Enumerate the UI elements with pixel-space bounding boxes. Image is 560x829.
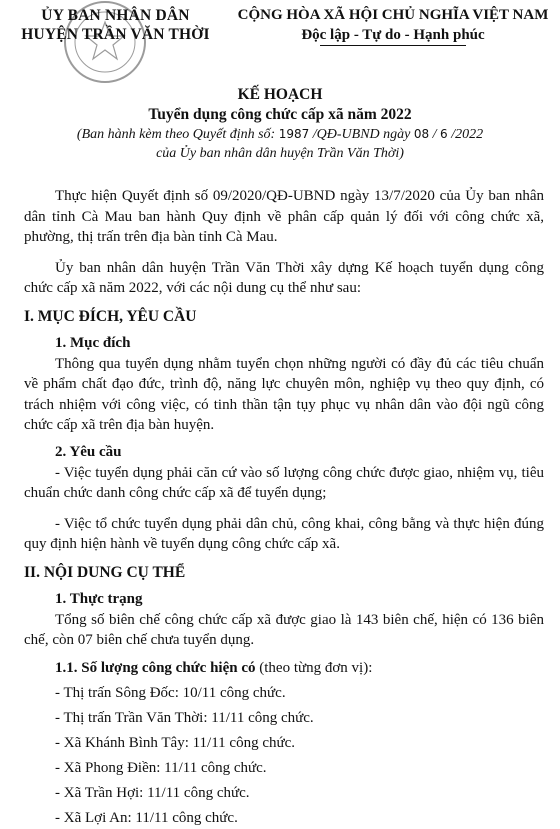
section-2-1-heading: 1. Thực trạng <box>55 590 143 607</box>
section-1-heading: I. MỤC ĐÍCH, YÊU CẦU <box>24 307 197 325</box>
subsection-rest: (theo từng đơn vị): <box>255 659 373 676</box>
motto-underline <box>320 45 466 46</box>
section-1-1-text: Thông qua tuyển dụng nhằm tuyển chọn những người có đầy đủ các tiêu chuẩn về phẩm chất đạo đức, trình độ, năng lực chuyên môn, nghiệp vụ theo quy định, có trách nhiệm với công việc, có tinh thần tận tụy phục vụ nhân dân vào đội ngũ công chức cấp xã trên địa bàn huyện. <box>24 355 544 433</box>
section-2-1-text: Tổng số biên chế công chức cấp xã được giao là 143 biên chế, hiện có 136 biên chế, còn 07 biên chế chưa tuyển dụng. <box>24 611 544 648</box>
issuing-agency <box>8 6 223 44</box>
list-item: - Xã Khánh Bình Tây: 11/11 công chức. <box>55 734 296 751</box>
document-body <box>24 186 544 829</box>
section-2-1-1-heading <box>55 658 544 679</box>
list-item: - Xã Lợi An: 11/11 công chức. <box>55 809 238 826</box>
decision-number-handwritten: 1987 <box>278 127 310 141</box>
issued-by: của Ủy ban nhân dân huyện Trần Văn Thời) <box>156 146 404 161</box>
document-subject: Tuyển dụng công chức cấp xã năm 2022 <box>148 106 412 123</box>
subsection-bold: 1.1. Số lượng công chức hiện có <box>55 659 256 676</box>
list-item: - Xã Phong Điền: 11/11 công chức. <box>55 759 267 776</box>
section-1-1-heading: 1. Mục đích <box>55 334 131 351</box>
list-item: - Thị trấn Sông Đốc: 10/11 công chức. <box>55 684 286 701</box>
month-handwritten: 6 <box>440 127 448 141</box>
issued-prefix: (Ban hành kèm theo Quyết định số: <box>76 127 276 142</box>
intro-paragraph-2: Ủy ban nhân dân huyện Trần Văn Thời xây dựng Kế hoạch tuyển dụng công chức cấp xã năm 2022, với các nội dung cụ thể như sau: <box>24 259 544 296</box>
list-item: - Xã Trần Hợi: 11/11 công chức. <box>55 784 250 801</box>
agency-line-1: ỦY BAN NHÂN DÂN <box>41 7 190 24</box>
section-1-2-text-1: - Việc tuyển dụng phải căn cứ vào số lượng công chức được giao, nhiệm vụ, tiêu chuẩn chức danh công chức cấp xã để tuyển dụng; <box>24 464 544 501</box>
section-2-heading: II. NỘI DUNG CỤ THỂ <box>24 563 186 581</box>
section-1-2-heading: 2. Yêu cầu <box>55 443 122 460</box>
national-motto: Độc lập - Tự do - Hạnh phúc <box>301 27 485 43</box>
intro-paragraph-1: Thực hiện Quyết định số 09/2020/QĐ-UBND ngày 13/7/2020 của Ủy ban nhân dân tỉnh Cà Mau ban hành Quy định về phân cấp quản lý đối với công chức xã, phường, thị trấn trên địa bàn tỉnh Cà Mau. <box>24 188 544 245</box>
section-1-2-text-2: - Việc tổ chức tuyển dụng phải dân chủ, công khai, công bằng và thực hiện đúng quy định hiện hành về tuyển dụng công chức cấp xã. <box>24 515 544 552</box>
issued-year: /2022 <box>451 127 484 142</box>
agency-line-2: HUYỆN TRẦN VĂN THỜI <box>21 26 210 43</box>
document-title-block <box>0 84 560 163</box>
country-name: CỘNG HÒA XÃ HỘI CHỦ NGHĨA VIỆT NAM <box>237 7 549 23</box>
day-handwritten: 08 <box>413 127 430 141</box>
list-item: - Thị trấn Trần Văn Thời: 11/11 công chức. <box>55 709 314 726</box>
national-header <box>228 6 558 45</box>
document-type: KẾ HOẠCH <box>237 86 323 103</box>
issued-mid: /QĐ-UBND ngày <box>312 127 411 142</box>
issuance-reference: (Ban hành kèm theo Quyết định số: 1987 /QĐ-UBND ngày 08 / 6 /2022 <box>76 127 484 142</box>
